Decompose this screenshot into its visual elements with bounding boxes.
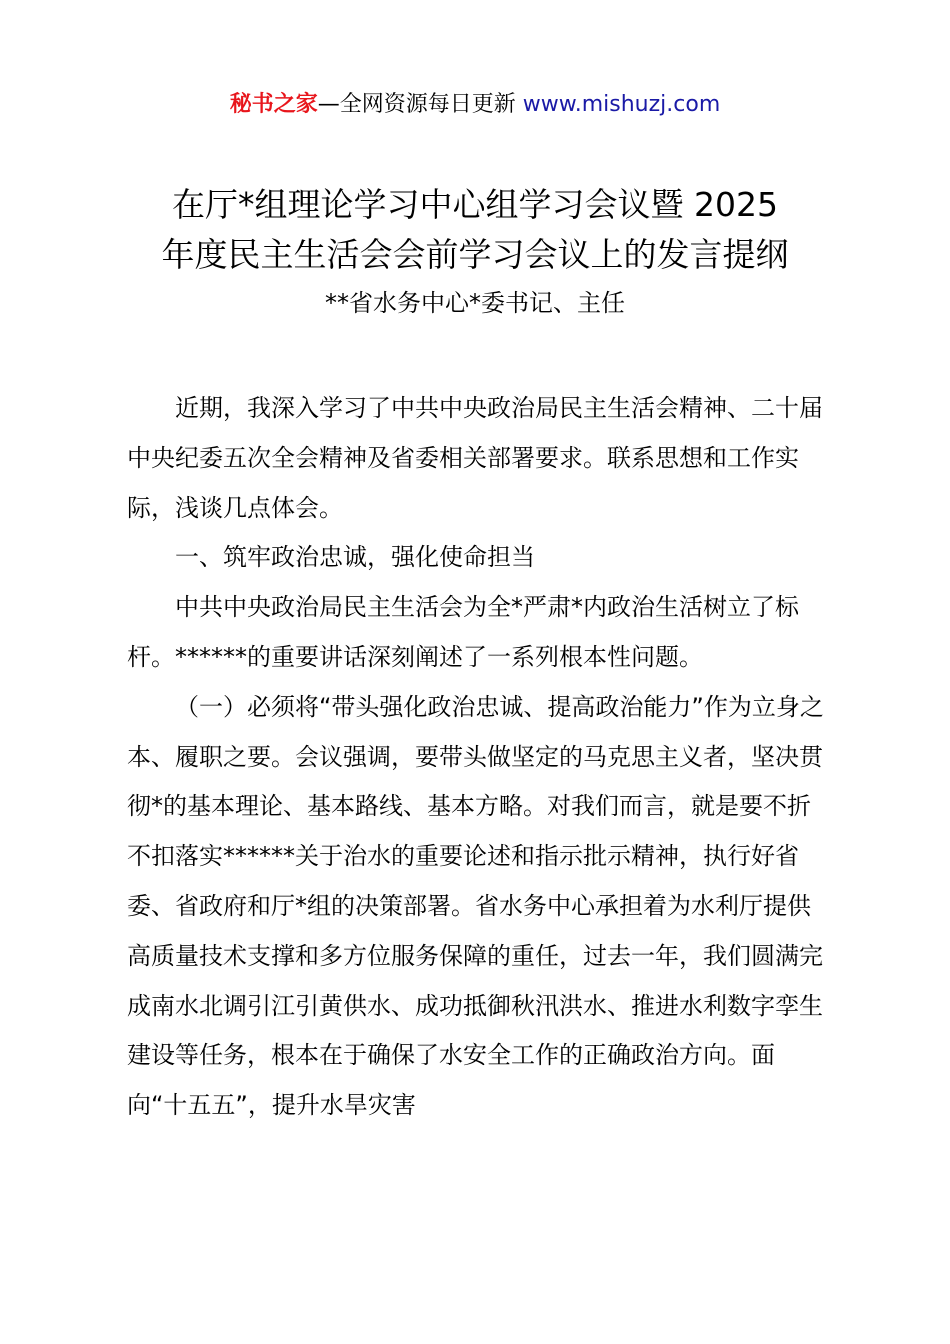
site-tagline: —全网资源每日更新	[317, 92, 523, 117]
document-title-line-1: 在厅*组理论学习中心组学习会议暨 2025	[172, 185, 778, 224]
document-title-line-2: 年度民主生活会会前学习会议上的发言提纲	[161, 235, 789, 274]
document-title	[0, 180, 950, 280]
site-url-link[interactable]: www.mishuzj.com	[522, 92, 721, 117]
paragraph-subsection-1: （一）必须将“带头强化政治忠诚、提高政治能力”作为立身之本、履职之要。会议强调，要带头做坚定的马克思主义者，坚决贯彻*的基本理论、基本路线、基本方略。对我们而言，就是要不折不扣落实******关于治水的重要论述和指示批示精神，执行好省委、省政府和厅*组的决策部署。省水务中心承担着为水利厅提供高质量技术支撑和多方位服务保障的重任，过去一年，我们圆满完成南水北调引江引黄供水、成功抵御秋汛洪水、推进水利数字孪生建设等任务，根本在于确保了水安全工作的正确政治方向。面向“十五五”，提升水旱灾害	[127, 692, 824, 1120]
paragraph-section-1-intro: 中共中央政治局民主生活会为全*严肃*内政治生活树立了标杆。******的重要讲话深刻阐述了一系列根本性问题。	[127, 593, 799, 671]
paragraph-intro: 近期，我深入学习了中共中央政治局民主生活会精神、二十届中央纪委五次全会精神及省委相关部署要求。联系思想和工作实际，浅谈几点体会。	[127, 394, 823, 522]
section-heading-1: 一、筑牢政治忠诚，强化使命担当	[175, 543, 535, 572]
site-header	[0, 88, 950, 122]
site-brand: 秘书之家	[229, 92, 318, 117]
document-body	[127, 384, 833, 1131]
document-subtitle: **省水务中心*委书记、主任	[325, 289, 625, 317]
